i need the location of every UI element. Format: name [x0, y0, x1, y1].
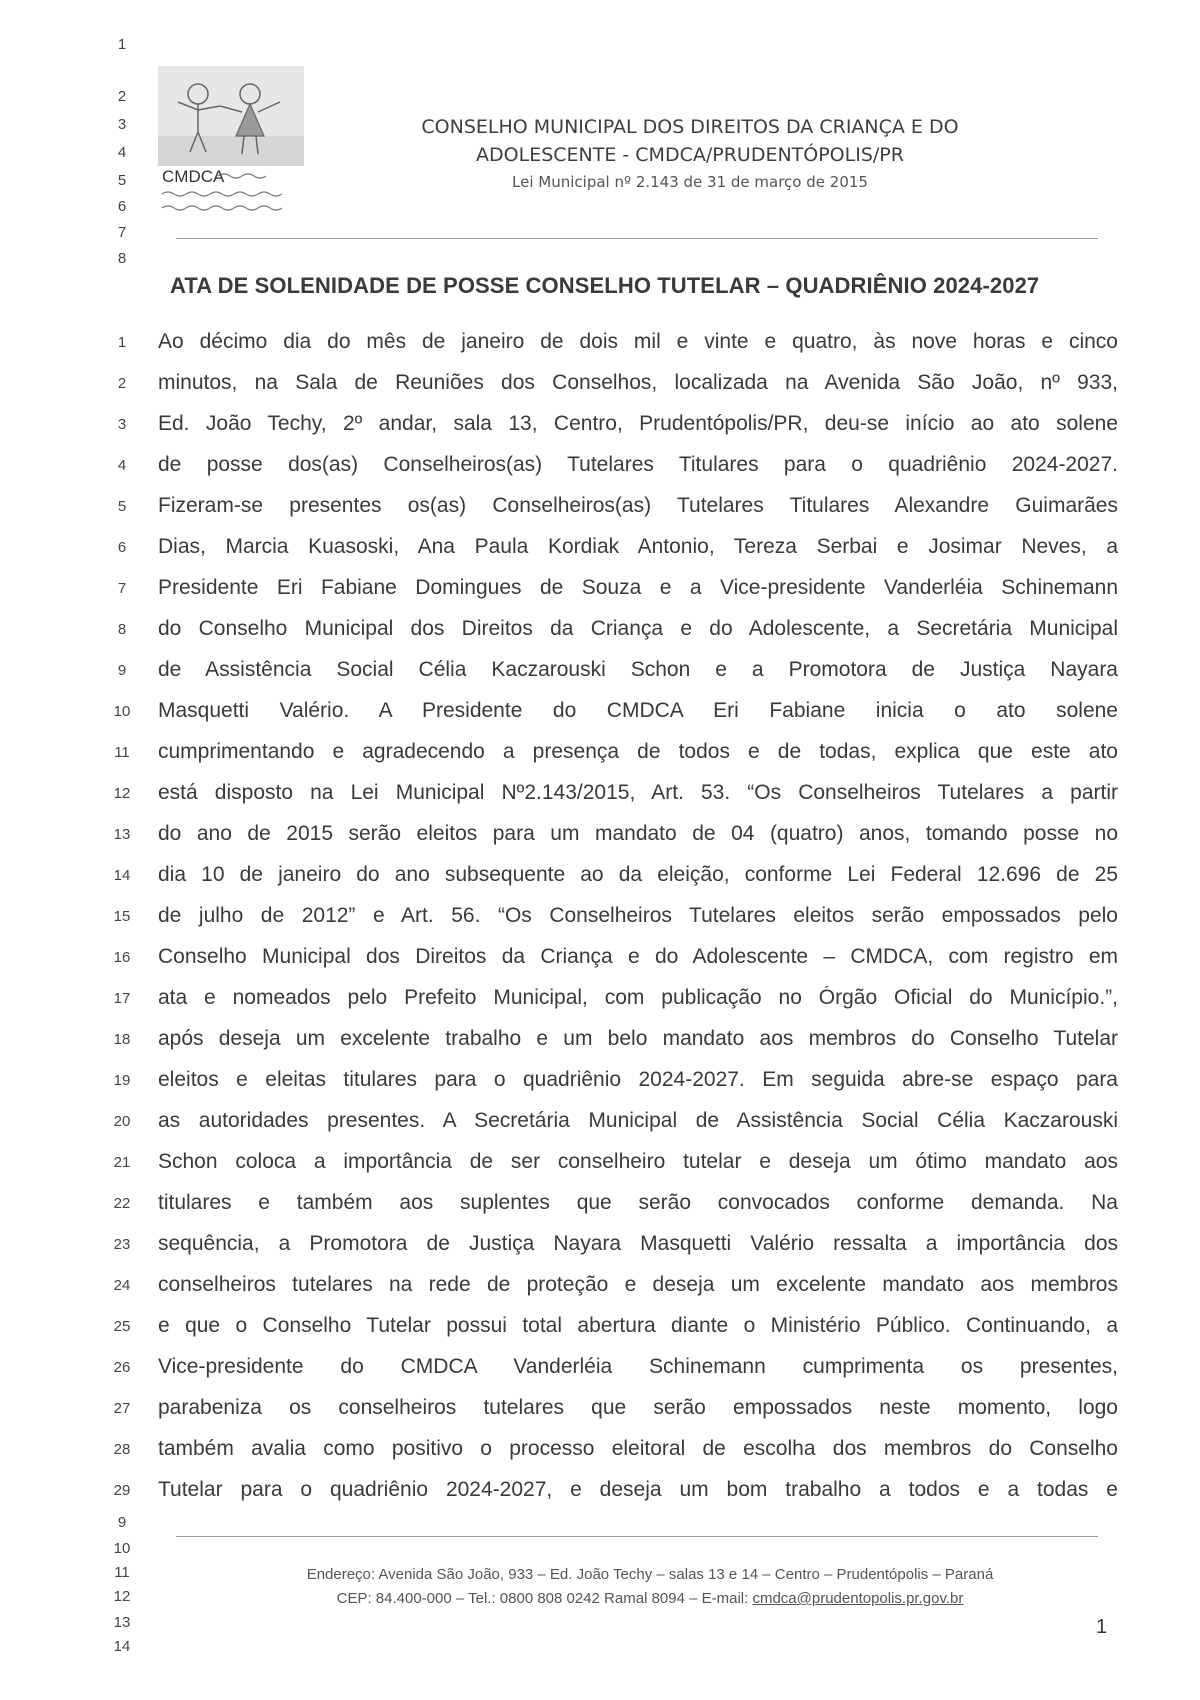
body-text-line: minutos, na Sala de Reuniões dos Conselhos, localizada na Avenida São João, nº 933,: [158, 371, 1118, 394]
line-number: 2: [117, 375, 127, 392]
body-text-line: após deseja um excelente trabalho e um belo mandato aos membros do Conselho Tutelar: [158, 1027, 1118, 1050]
line-number: 27: [113, 1400, 131, 1417]
cmdca-logo: [158, 66, 304, 226]
body-text-line: Masquetti Valério. A Presidente do CMDCA Eri Fabiane inicia o ato solene: [158, 699, 1118, 722]
line-number: 16: [113, 949, 131, 966]
line-number: 23: [113, 1236, 131, 1253]
body-text-line: de julho de 2012” e Art. 56. “Os Conselheiros Tutelares eleitos serão empossados pelo: [158, 904, 1118, 927]
body-text-line: Schon coloca a importância de ser conselheiro tutelar e deseja um ótimo mandato aos: [158, 1150, 1118, 1173]
gutter-number: 2: [117, 88, 127, 105]
footer-divider: [176, 1536, 1098, 1537]
gutter-number: 6: [117, 198, 127, 215]
footer-contact: [150, 1590, 1150, 1607]
gutter-number: 8: [117, 250, 127, 267]
line-number: 28: [113, 1441, 131, 1458]
footer-contact-text: CEP: 84.400-000 – Tel.: 0800 808 0242 Ramal 8094 – E-mail:: [336, 1590, 753, 1607]
body-text-line: Vice-presidente do CMDCA Vanderléia Schinemann cumprimenta os presentes,: [158, 1355, 1118, 1378]
gutter-number: 9: [117, 1514, 127, 1531]
line-number: 20: [113, 1113, 131, 1130]
gutter-number: 3: [117, 116, 127, 133]
body-text-line: as autoridades presentes. A Secretária Municipal de Assistência Social Célia Kaczarouski: [158, 1109, 1118, 1132]
line-number: 17: [113, 990, 131, 1007]
body-text-line: sequência, a Promotora de Justiça Nayara Masquetti Valério ressalta a importância dos: [158, 1232, 1118, 1255]
line-number: 7: [117, 580, 127, 597]
line-number: 14: [113, 867, 131, 884]
gutter-number: 13: [113, 1614, 131, 1631]
body-text-line: dia 10 de janeiro do ano subsequente ao da eleição, conforme Lei Federal 12.696 de 25: [158, 863, 1118, 886]
line-number: 22: [113, 1195, 131, 1212]
gutter-number: 4: [117, 144, 127, 161]
line-number: 13: [113, 826, 131, 843]
line-number: 11: [114, 744, 130, 761]
body-text-line: ata e nomeados pelo Prefeito Municipal, com publicação no Órgão Oficial do Município.”,: [158, 986, 1118, 1009]
line-number: 8: [117, 621, 127, 638]
header-title-line2: ADOLESCENTE - CMDCA/PRUDENTÓPOLIS/PR: [476, 144, 904, 166]
line-number: 9: [117, 662, 127, 679]
logo-text: CMDCA: [162, 167, 225, 186]
body-text-line: eleitos e eleitas titulares para o quadriênio 2024-2027. Em seguida abre-se espaço para: [158, 1068, 1118, 1091]
line-number: 18: [113, 1031, 131, 1048]
body-text-line: do Conselho Municipal dos Direitos da Criança e do Adolescente, a Secretária Municipal: [158, 617, 1118, 640]
line-number: 10: [113, 703, 131, 720]
line-number: 29: [113, 1482, 131, 1499]
line-number: 4: [117, 457, 127, 474]
line-number: 5: [117, 498, 127, 515]
line-number: 21: [113, 1154, 131, 1171]
gutter-number: 14: [113, 1638, 131, 1655]
gutter-number: 10: [113, 1540, 131, 1557]
line-number: 1: [117, 334, 127, 351]
body-text-line: Ed. João Techy, 2º andar, sala 13, Centro, Prudentópolis/PR, deu-se início ao ato solene: [158, 412, 1118, 435]
body-text-line: Dias, Marcia Kuasoski, Ana Paula Kordiak Antonio, Tereza Serbai e Josimar Neves, a: [158, 535, 1118, 558]
body-text-line: Conselho Municipal dos Direitos da Criança e do Adolescente – CMDCA, com registro em: [158, 945, 1118, 968]
line-number: 26: [113, 1359, 131, 1376]
line-number: 15: [113, 908, 131, 925]
line-number: 25: [113, 1318, 131, 1335]
body-text-line: cumprimentando e agradecendo a presença de todos e de todas, explica que este ato: [158, 740, 1118, 763]
gutter-number: 1: [117, 36, 127, 53]
footer-email-link[interactable]: cmdca@prudentopolis.pr.gov.br: [752, 1590, 964, 1607]
gutter-number: 7: [117, 224, 127, 241]
line-number: 12: [113, 785, 131, 802]
body-text-line: do ano de 2015 serão eleitos para um mandato de 04 (quatro) anos, tomando posse no: [158, 822, 1118, 845]
document-title: ATA DE SOLENIDADE DE POSSE CONSELHO TUTELAR – QUADRIÊNIO 2024-2027: [170, 273, 1040, 298]
body-text-line: Ao décimo dia do mês de janeiro de dois mil e vinte e quatro, às nove horas e cinco: [158, 330, 1118, 353]
body-text-line: parabeniza os conselheiros tutelares que serão empossados neste momento, logo: [158, 1396, 1118, 1419]
body-text-line: de Assistência Social Célia Kaczarouski Schon e a Promotora de Justiça Nayara: [158, 658, 1118, 681]
line-number: 6: [117, 539, 127, 556]
page-number: 1: [1096, 1616, 1108, 1638]
line-number: 3: [117, 416, 127, 433]
body-text-line: de posse dos(as) Conselheiros(as) Tutelares Titulares para o quadriênio 2024-2027.: [158, 453, 1118, 476]
gutter-number: 12: [113, 1588, 131, 1605]
footer-address: Endereço: Avenida São João, 933 – Ed. João Techy – salas 13 e 14 – Centro – Prudentópolis – Paraná: [306, 1566, 994, 1583]
body-text-line: Tutelar para o quadriênio 2024-2027, e deseja um bom trabalho a todos e a todas e: [158, 1478, 1118, 1501]
gutter-number: 11: [114, 1564, 130, 1581]
body-text-line: e que o Conselho Tutelar possui total abertura diante o Ministério Público. Continuando, a: [158, 1314, 1118, 1337]
line-number: 19: [113, 1072, 131, 1089]
gutter-number: 5: [117, 172, 127, 189]
header-title-line1: CONSELHO MUNICIPAL DOS DIREITOS DA CRIANÇA E DO: [421, 116, 959, 138]
body-text-line: também avalia como positivo o processo eleitoral de escolha dos membros do Conselho: [158, 1437, 1118, 1460]
body-text-line: conselheiros tutelares na rede de proteção e deseja um excelente mandato aos membros: [158, 1273, 1118, 1296]
body-text-line: Presidente Eri Fabiane Domingues de Souza e a Vice-presidente Vanderléia Schinemann: [158, 576, 1118, 599]
body-text-line: Fizeram-se presentes os(as) Conselheiros(as) Tutelares Titulares Alexandre Guimarães: [158, 494, 1118, 517]
body-text-line: está disposto na Lei Municipal Nº2.143/2015, Art. 53. “Os Conselheiros Tutelares a partir: [158, 781, 1118, 804]
line-number: 24: [113, 1277, 131, 1294]
header-divider: [176, 238, 1098, 239]
header-law: Lei Municipal nº 2.143 de 31 de março de 2015: [512, 173, 868, 191]
body-text-line: titulares e também aos suplentes que serão convocados conforme demanda. Na: [158, 1191, 1118, 1214]
